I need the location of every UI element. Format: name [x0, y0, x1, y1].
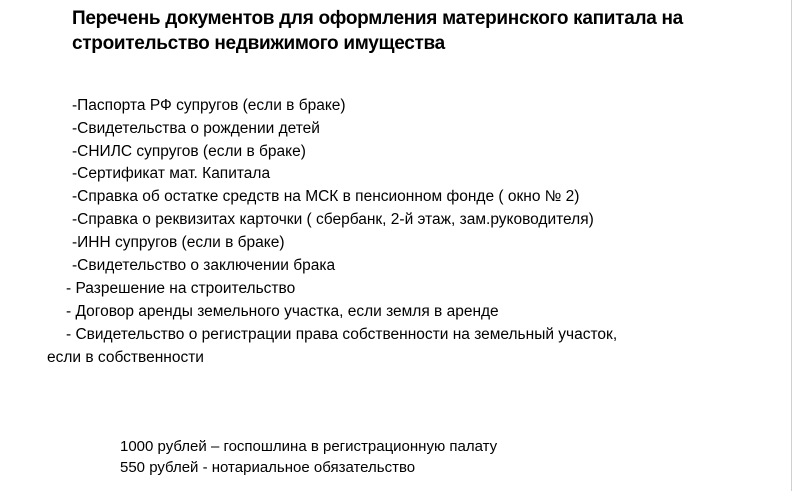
- list-item-balance-statement: -Справка об остатке средств на МСК в пенсионном фонде ( окно № 2): [72, 188, 580, 205]
- fees-block: [120, 436, 497, 478]
- list-item-ownership-registration: - Свидетельство о регистрации права собственности на земельный участок,: [66, 326, 618, 343]
- list-item-marriage-certificate: -Свидетельство о заключении брака: [72, 257, 336, 274]
- list-item-capital-certificate: -Сертификат мат. Капитала: [72, 165, 271, 182]
- list-item-snils: -СНИЛС супругов (если в браке): [72, 143, 306, 160]
- page-edge-line: [791, 0, 792, 491]
- list-item-ownership-registration-cont: если в собственности: [47, 349, 204, 366]
- fee-notary: 550 рублей - нотариальное обязательство: [120, 459, 416, 476]
- page-title: [72, 6, 772, 56]
- list-item-passports: -Паспорта РФ супругов (если в браке): [72, 97, 346, 114]
- list-item-land-lease: - Договор аренды земельного участка, если земля в аренде: [66, 303, 499, 320]
- list-item-building-permit: - Разрешение на строительство: [66, 280, 296, 297]
- list-item-card-details: -Справка о реквизитах карточки ( сбербанк, 2-й этаж, зам.руководителя): [72, 211, 594, 228]
- title-line-2: строительство недвижимого имущества: [72, 33, 445, 54]
- list-item-inn: -ИНН супругов (если в браке): [72, 234, 285, 251]
- fee-state-duty: 1000 рублей – госпошлина в регистрационную палату: [120, 438, 498, 455]
- list-item-birth-certificates: -Свидетельства о рождении детей: [72, 120, 320, 137]
- title-line-1: Перечень документов для оформления материнского капитала на: [72, 8, 683, 29]
